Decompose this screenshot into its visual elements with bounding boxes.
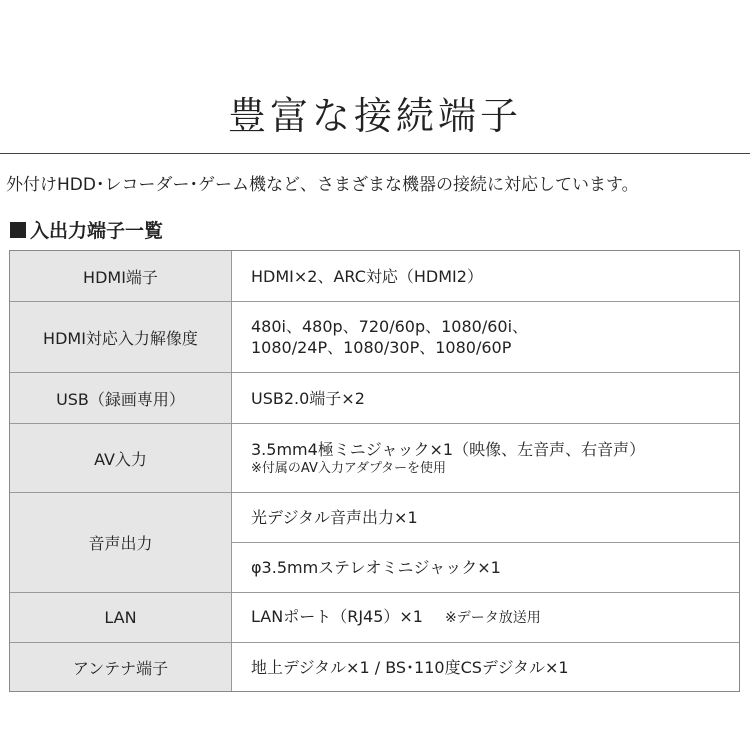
row-label-usb: USB（録画専用） [10,373,232,423]
intro-text: 外付けHDD･レコーダー･ゲーム機など、さまざまな機器の接続に対応しています。 [6,175,639,195]
value-line: HDMI×2、ARC対応（HDMI2） [251,266,483,286]
row-label-antenna: アンテナ端子 [10,643,232,691]
value-line: 地上デジタル×1 / BS･110度CSデジタル×1 [251,657,569,677]
value-line: 3.5mm4極ミニジャック×1（映像、左音声、右音声） [251,439,646,459]
title-divider [0,153,750,154]
section-heading-label: 入出力端子一覧 [30,220,164,242]
value-line: 480i、480p、720/60p、1080/60i、 [251,317,529,336]
value-line: 1080/24P、1080/30P、1080/60P [251,338,512,357]
row-label-audio-output: 音声出力 [10,493,232,592]
value-text: LANポート（RJ45）×1 [251,607,423,626]
page-title: 豊富な接続端子 [227,94,522,138]
row-value-lan [232,593,739,642]
spec-table [9,250,740,692]
row-value-antenna [232,643,739,691]
row-label-hdmi: HDMI端子 [10,251,232,301]
row-label-resolution: HDMI対応入力解像度 [10,302,232,372]
row-value-hdmi [232,251,739,301]
row-value-usb [232,373,739,423]
value-line: 光デジタル音声出力×1 [251,508,418,527]
square-bullet-icon [10,222,26,238]
row-value-audio-optical [232,493,739,542]
row-value-av-input [232,424,739,492]
row-label-av-input: AV入力 [10,424,232,492]
section-heading [10,217,163,245]
row-value-resolution [232,302,739,372]
value-line: USB2.0端子×2 [251,388,365,408]
value-line [251,606,739,629]
value-note: ※データ放送用 [444,610,541,626]
value-note: ※付属のAV入力アダプターを使用 [251,460,447,476]
row-value-audio-jack [232,543,739,592]
value-line: φ3.5mmステレオミニジャック×1 [251,558,501,577]
row-label-lan: LAN [10,593,232,642]
